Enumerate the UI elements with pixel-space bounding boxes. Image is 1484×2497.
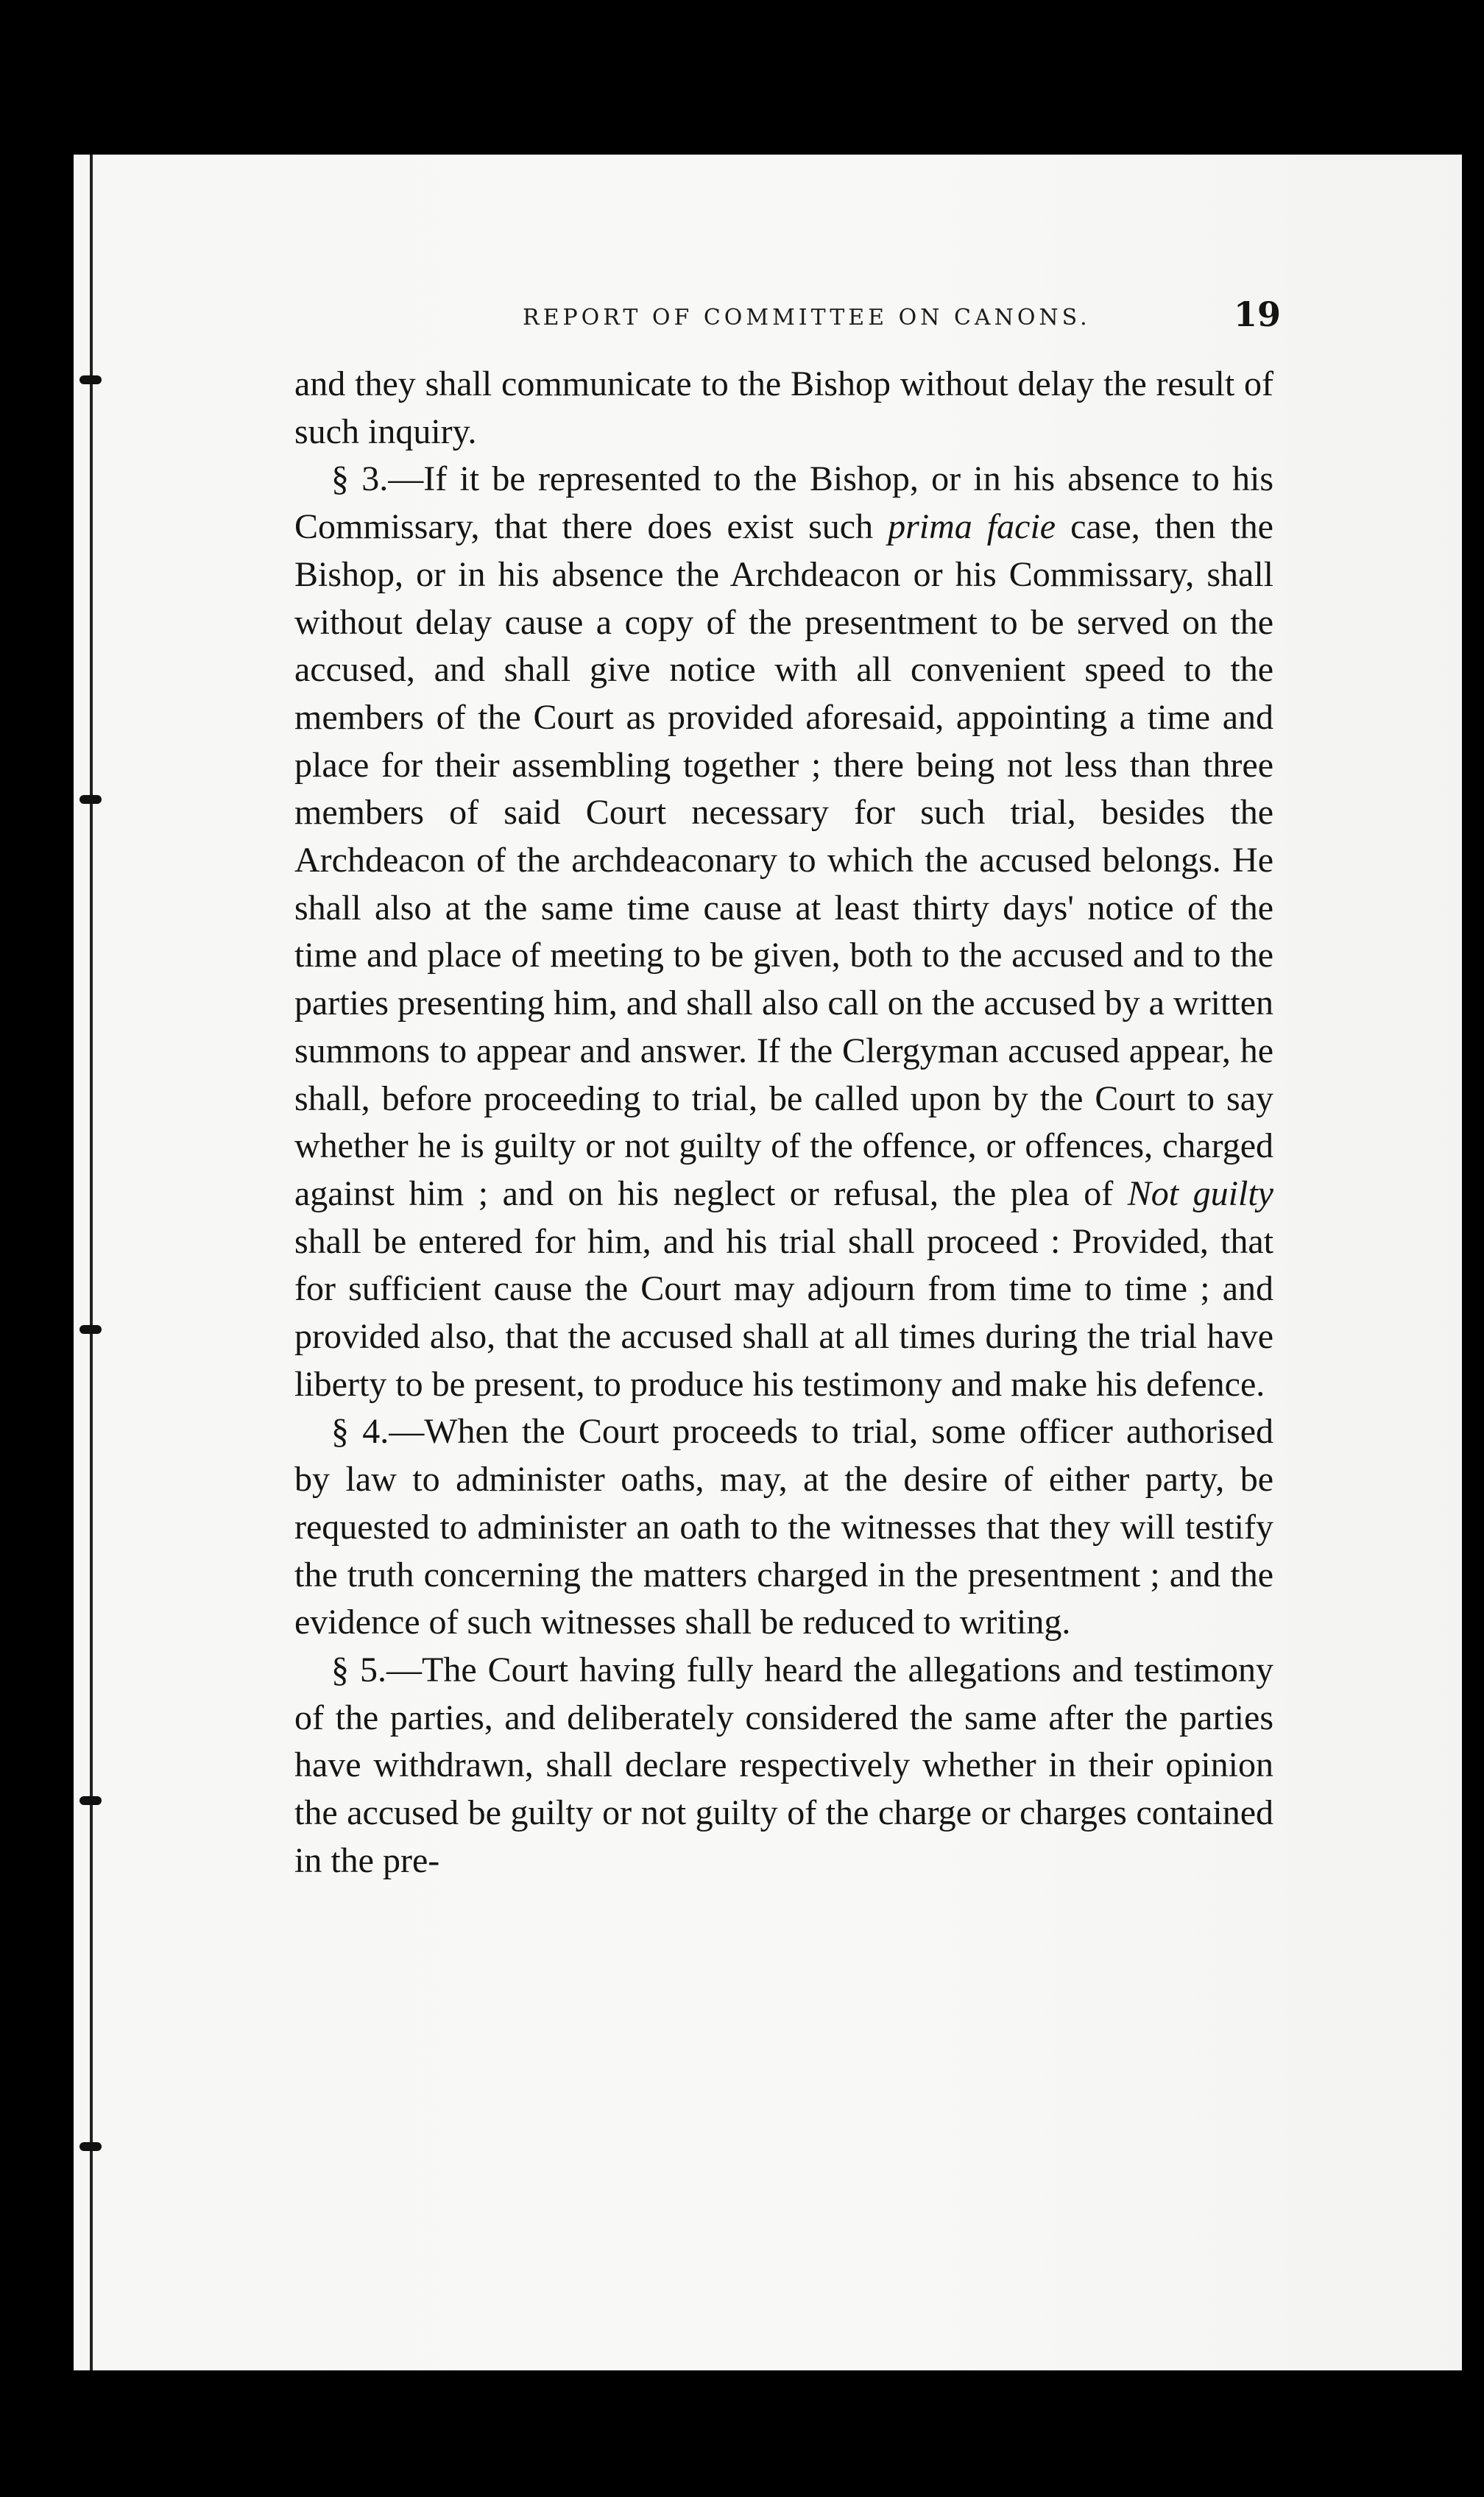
paragraph-section-3 xyxy=(294,456,1273,1408)
page-number: 19 xyxy=(1233,294,1281,334)
stitch-knot xyxy=(80,2142,102,2151)
binding-thread xyxy=(90,155,93,2370)
stitch-knot xyxy=(80,795,102,804)
section-3-text-a: § 3.—If it be represented to the Bishop, or in his absence to his Commissary, that there does exist such xyxy=(294,459,1273,547)
body-text xyxy=(294,361,1273,1885)
running-title: REPORT OF COMMITTEE ON CANONS. xyxy=(523,305,1091,331)
stitch-knot xyxy=(80,375,102,384)
italic-not-guilty: Not guilty xyxy=(1127,1173,1273,1213)
paragraph-section-5: § 5.—The Court having fully heard the allegations and testimony of the parties, and deliberately considered the same after the parties have withdrawn, shall declare respectively whether in their opinion the accused be guilty or not guilty of the charge or charges contained in the pre- xyxy=(294,1650,1273,1880)
binding-edge xyxy=(0,155,118,2370)
page-edge-shadow xyxy=(1462,155,1484,2370)
section-3-text-c: shall be entered for him, and his trial shall proceed : Provided, that for sufficient cause the Court may adjourn from time to time ; and provided also, that the accused shall at all times during the trial have liberty to be present, to produce his testimony and make his defence. xyxy=(294,1221,1273,1404)
paragraph-continuation: and they shall communicate to the Bishop without delay the result of such inquiry. xyxy=(294,364,1273,451)
binding-shadow xyxy=(0,155,74,2370)
stitch-knot xyxy=(80,1325,102,1334)
stitch-knot xyxy=(80,1796,102,1805)
paragraph-section-4: § 4.—When the Court proceeds to trial, some officer authorised by law to administer oaths, may, at the desire of either party, be requested to administer an oath to the witnesses that they will testify the truth concerning the matters charged in the presentment ; and the evidence of such witnesses shall be reduced to writing. xyxy=(294,1412,1273,1642)
section-3-text-b: case, then the Bishop, or in his absence the Archdeacon or his Commissary, shall without delay cause a copy of the presentment to be served on the accused, and shall give notice with all convenient speed to the members of the Court as provided aforesaid, appointing a time and place for their assembling together ; there being not less than three members of said Court necessary for such trial, besides the Archdeacon of the archdeaconary to which the accused belongs. He shall also at the same time cause at least thirty days' notice of the time and place of meeting to be given, both to the accused and to the parties presenting him, and shall also call on the accused by a written summons to appear and answer. If the Clergyman accused appear, he shall, before proceeding to trial, be called upon by the Court to say whether he is guilty or not guilty of the offence, or offences, charged against him ; and on his neglect or refusal, the plea of xyxy=(294,507,1273,1213)
italic-prima-facie: prima facie xyxy=(888,507,1056,547)
running-header xyxy=(302,294,1281,339)
